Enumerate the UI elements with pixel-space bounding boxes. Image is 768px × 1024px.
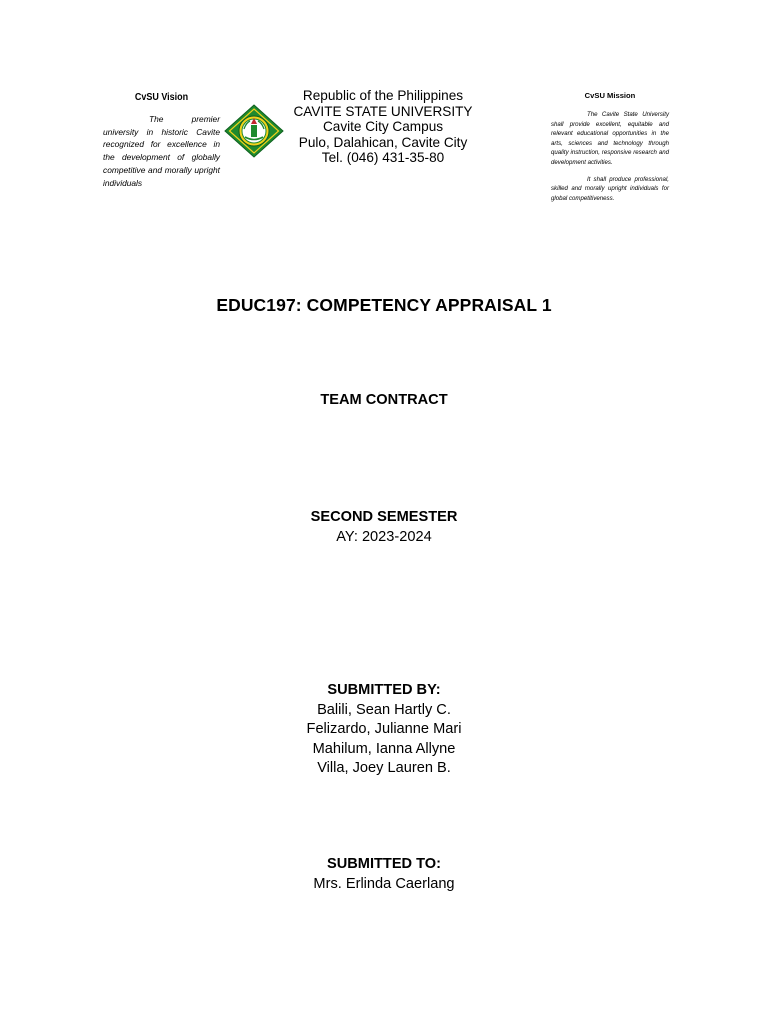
address-line: Pulo, Dalahican, Cavite City [298,134,468,150]
campus-line: Cavite City Campus [322,119,444,134]
submitted-to-label: SUBMITTED TO: [326,856,442,872]
course-title: EDUC197: COMPETENCY APPRAISAL 1 [216,295,552,315]
submitted-to-block [0,854,768,894]
member-name: Mahilum, Ianna Allyne [312,740,456,757]
mission-paragraph: It shall produce professional, skilled and morally upright individuals for global competitiveness. [551,175,669,202]
mission-title: CvSU Mission [584,91,636,100]
instructor-name: Mrs. Erlinda Caerlang [313,876,455,892]
member-name: Balili, Sean Hartly C. [317,701,451,718]
university-name: CAVITE STATE UNIVERSITY [293,103,473,119]
submitted-by-label: SUBMITTED BY: [327,682,441,698]
vision-title: CvSU Vision [134,92,189,103]
semester-block [0,507,768,547]
vision-block [103,92,220,189]
mission-paragraph: The Cavite State University shall provide excellent, equitable and relevant educational opportunities in the arts, sciences and technology through quality instruction, responsive research and development activities. [551,111,669,166]
semester-label: SECOND SEMESTER [310,509,458,525]
country-line: Republic of the Philippines [302,88,464,103]
university-header [278,88,488,166]
academic-year: AY: 2023-2024 [336,529,432,545]
submitted-by-block [0,681,768,779]
university-seal-icon [224,104,284,158]
telephone-line: Tel. (046) 431-35-80 [321,150,445,165]
mission-block [551,91,669,210]
member-name: Felizardo, Julianne Mari [306,721,462,738]
document-title: TEAM CONTRACT [320,392,448,408]
vision-text: The premier university in historic Cavite recognized for excellence in the development of globally competitive and morally upright individuals [103,114,220,188]
member-name: Villa, Joey Lauren B. [317,760,451,777]
